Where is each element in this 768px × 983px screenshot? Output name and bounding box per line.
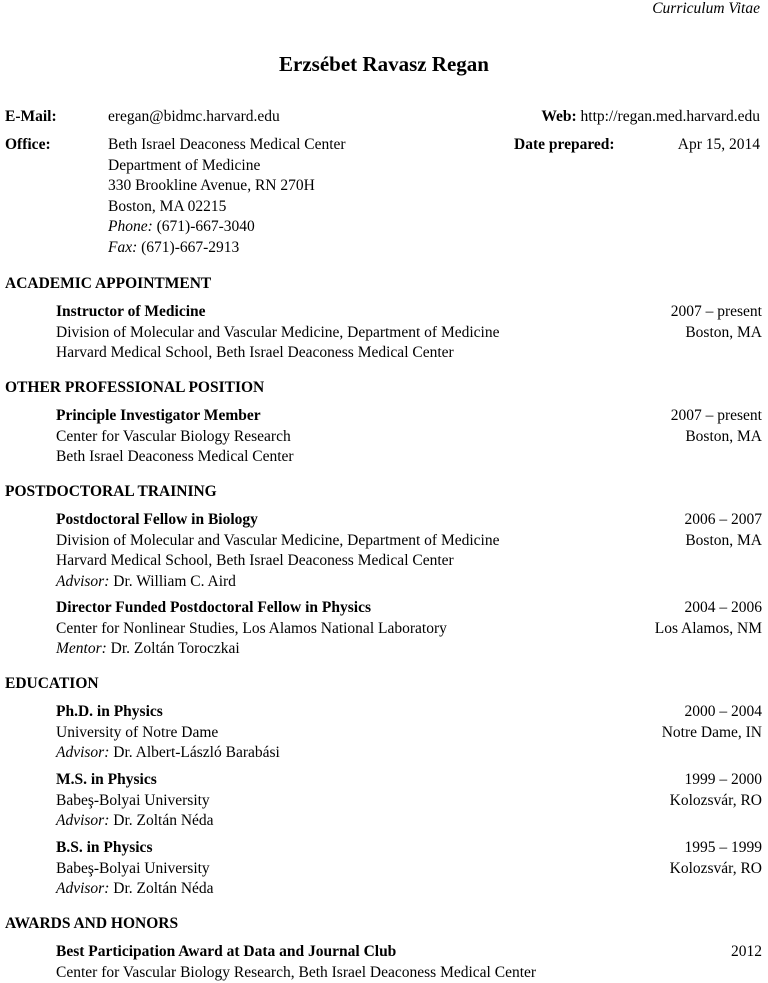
fax-value: (671)-667-2913: [141, 238, 240, 256]
entry-line: Division of Molecular and Vascular Medicine, Department of Medicine: [56, 531, 500, 549]
entry-title: Ph.D. in Physics: [56, 703, 163, 720]
entry-other-1: [56, 406, 762, 468]
date-label: Date prepared:: [514, 136, 615, 153]
entry-title: Instructor of Medicine: [56, 303, 206, 320]
phone-line: [108, 217, 346, 238]
role-label: Advisor:: [56, 880, 110, 897]
entry-line: Center for Vascular Biology Research, Beth Israel Deaconess Medical Center: [56, 963, 537, 981]
entry-dates: 2007 – present: [670, 303, 762, 320]
entry-title: Director Funded Postdoctoral Fellow in Physics: [56, 599, 372, 616]
entry-location: Boston, MA: [685, 531, 762, 549]
office-address: [108, 135, 346, 258]
section-heading-awards: AWARDS AND HONORS: [5, 915, 179, 932]
entry-line: Babeş-Bolyai University: [56, 791, 210, 809]
section-heading-other: OTHER PROFESSIONAL POSITION: [5, 379, 265, 396]
entry-line: Division of Molecular and Vascular Medicine, Department of Medicine: [56, 323, 500, 341]
entry-location: Boston, MA: [685, 323, 762, 341]
role-name: Dr. Albert-László Barabási: [113, 744, 280, 761]
entry-line: Beth Israel Deaconess Medical Center: [56, 448, 294, 465]
entry-dates: 2007 – present: [670, 407, 762, 424]
role-label: Advisor:: [56, 744, 110, 761]
role-label: Advisor:: [56, 812, 110, 829]
section-heading-education: EDUCATION: [5, 675, 99, 692]
phone-value: (671)-667-3040: [156, 218, 255, 235]
entry-postdoc-1: [56, 510, 762, 592]
entry-line: University of Notre Dame: [56, 723, 219, 741]
document-label: Curriculum Vitae: [652, 0, 760, 17]
office-line: Boston, MA 02215: [108, 197, 227, 215]
section-heading-postdoc: POSTDOCTORAL TRAINING: [5, 483, 217, 500]
phone-label: Phone:: [108, 218, 153, 235]
entry-location: Notre Dame, IN: [661, 723, 762, 741]
entry-title: B.S. in Physics: [56, 839, 153, 856]
date-value: Apr 15, 2014: [677, 136, 760, 153]
entry-line: Harvard Medical School, Beth Israel Deaconess Medical Center: [56, 344, 454, 361]
web-row: [541, 107, 760, 128]
entry-line: Harvard Medical School, Beth Israel Deaconess Medical Center: [56, 552, 454, 569]
entry-location: Los Alamos, NM: [654, 619, 762, 637]
role-name: Dr. William C. Aird: [113, 572, 236, 590]
email-label: E-Mail:: [5, 108, 57, 125]
entry-dates: 2006 – 2007: [684, 511, 762, 528]
entry-location: Boston, MA: [685, 427, 762, 445]
entry-education-2: [56, 770, 762, 832]
role-label: Mentor:: [56, 640, 107, 657]
role-name: Dr. Zoltán Néda: [113, 880, 214, 897]
entry-location: Kolozsvár, RO: [669, 859, 762, 877]
role-label: Advisor:: [56, 572, 110, 590]
fax-label: Fax:: [108, 238, 138, 256]
entry-postdoc-2: [56, 598, 762, 660]
entry-title: Principle Investigator Member: [56, 407, 261, 424]
entry-education-3: [56, 838, 762, 900]
entry-dates: 2004 – 2006: [684, 599, 762, 616]
entry-line: Center for Vascular Biology Research: [56, 427, 291, 445]
entry-title: Best Participation Award at Data and Journal Club: [56, 943, 397, 960]
email-value[interactable]: eregan@bidmc.harvard.edu: [108, 108, 280, 125]
office-line: 330 Brookline Avenue, RN 270H: [108, 177, 315, 194]
section-heading-academic: ACADEMIC APPOINTMENT: [5, 275, 212, 292]
entry-education-1: [56, 702, 762, 764]
person-name: Erzsébet Ravasz Regan: [279, 52, 489, 76]
entry-line: Center for Nonlinear Studies, Los Alamos National Laboratory: [56, 619, 447, 637]
office-line: Department of Medicine: [108, 156, 261, 174]
fax-line: [108, 238, 346, 259]
entry-line: Babeş-Bolyai University: [56, 859, 210, 877]
office-label: Office:: [5, 136, 51, 153]
entry-award-1: [56, 942, 762, 983]
web-label: Web:: [541, 108, 577, 125]
entry-dates: 1999 – 2000: [684, 771, 762, 788]
entry-dates: 1995 – 1999: [684, 839, 762, 856]
entry-location: Kolozsvár, RO: [669, 791, 762, 809]
entry-title: Postdoctoral Fellow in Biology: [56, 511, 258, 528]
entry-title: M.S. in Physics: [56, 771, 157, 788]
role-name: Dr. Zoltán Néda: [113, 812, 214, 829]
entry-dates: 2012: [731, 943, 762, 960]
web-value[interactable]: http://regan.med.harvard.edu: [580, 108, 760, 125]
entry-academic-1: [56, 302, 762, 364]
entry-dates: 2000 – 2004: [684, 703, 762, 720]
role-name: Dr. Zoltán Toroczkai: [110, 640, 240, 657]
office-line: Beth Israel Deaconess Medical Center: [108, 136, 346, 153]
